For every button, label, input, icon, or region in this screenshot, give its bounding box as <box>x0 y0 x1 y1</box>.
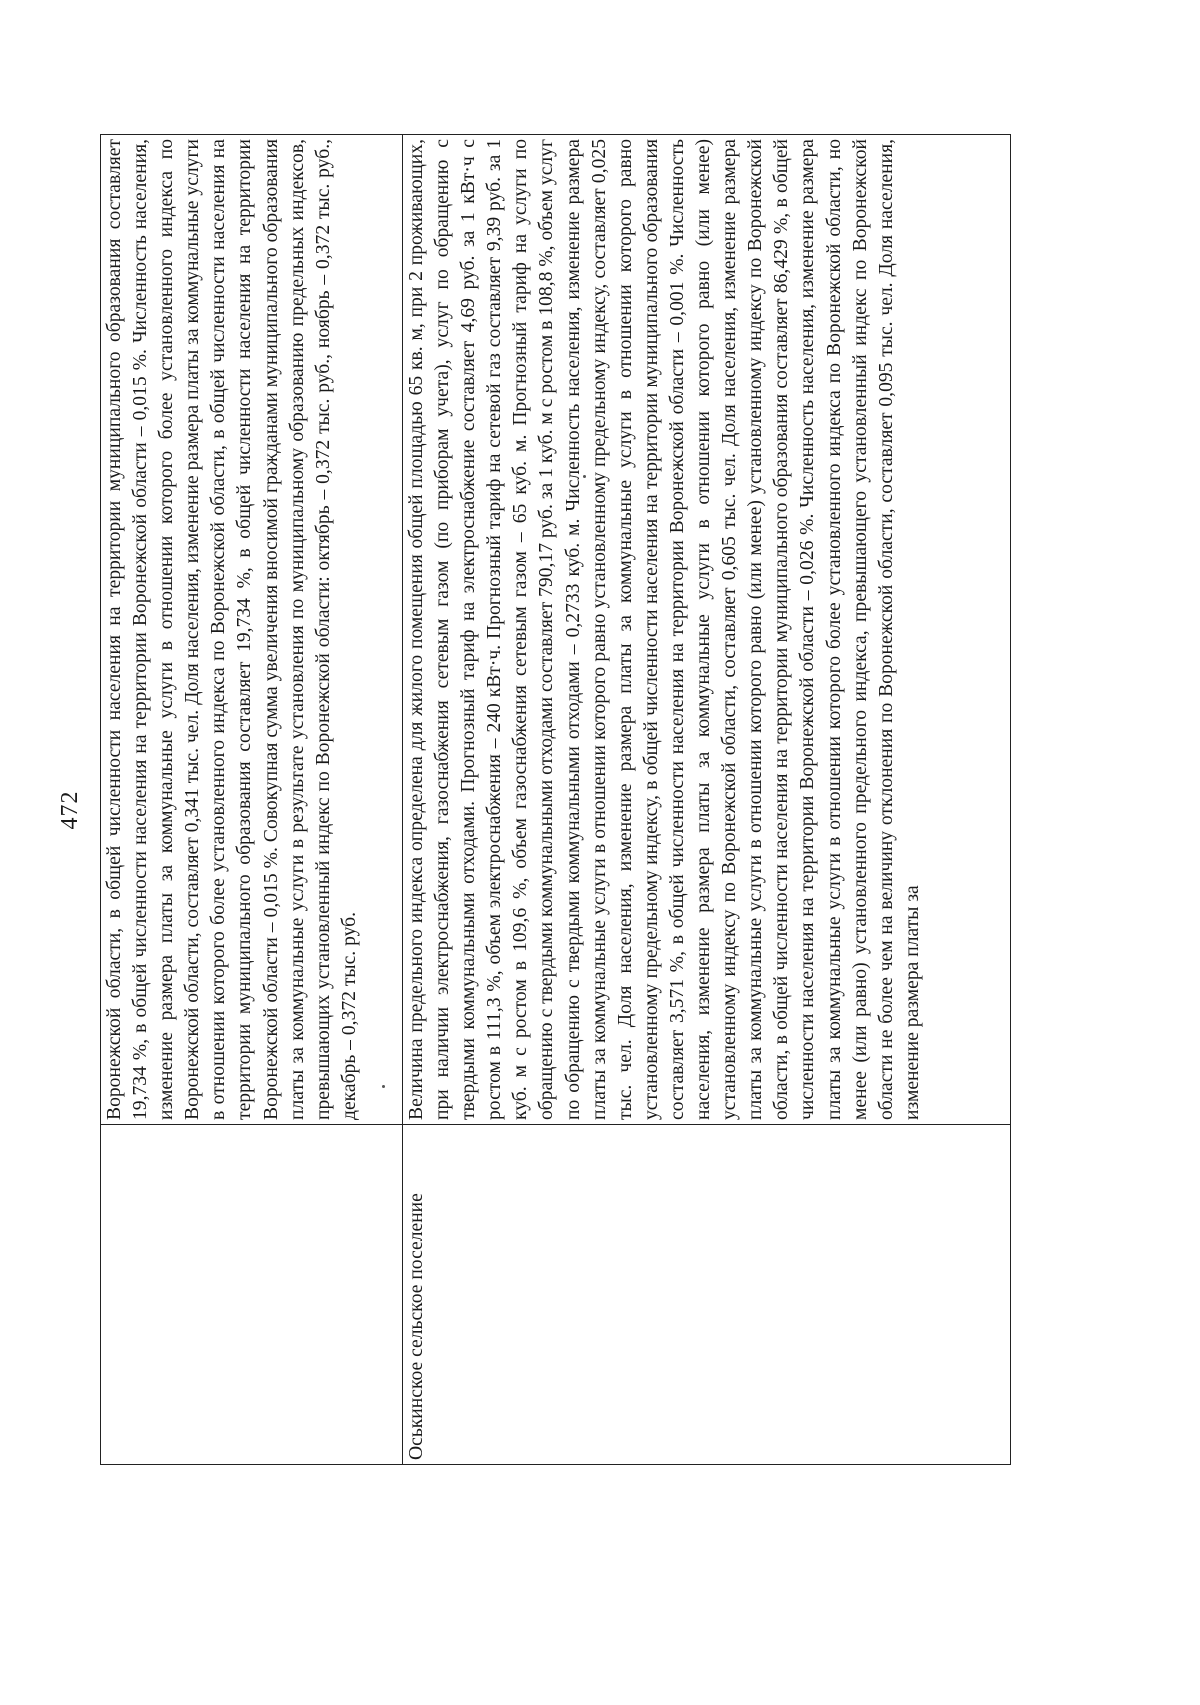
page-number: 472 <box>57 790 83 830</box>
municipality-name: Оськинское сельское поселение <box>406 1193 427 1460</box>
description-text: Величина предельного индекса определена для жилого помещения общей площадью 65 кв. м, при 2 проживающих, при наличии электроснабжения, газоснабжения сетевым газом (по приборам учета), услуг по обращению с твердыми коммунальными отходами. Прогнозный тариф на электроснабжение составляет 4,69 руб. за 1 кВт·ч с ростом в 111,3 %, объем электроснабжения – 240 кВт·ч. Прогнозный тариф на сетевой газ составляет 9,39 руб. за 1 куб. м с ростом в 109,6 %, объем газоснабжения сетевым газом – 65 куб. м. Прогнозный тариф на услуги по обращению с твердыми коммунальными отходами составляет 790,17 руб. за 1 куб. м с ростом в 108,8 %, объем услуг по обращению с твердыми коммунальными отходами – 0,2733 куб. м. Численность населения, изменение размера платы за коммунальные услуги в отношении которого равно установленному предельному индексу, составляет 0,025 тыс. чел. Доля населения, изменение размера платы за коммунальные услуги в отношении которого равно установленному предельному индексу, в общей численности населения на территории муниципального образования составляет 3,571 %, в общей численности населения на территории Воронежской области – 0,001 %. Численность населения, изменение размера платы за коммунальные услуги в отношении которого равно (или менее) установленному индексу по Воронежской области, составляет 0,605 тыс. чел. Доля населения, изменение размера платы за коммунальные услуги в отношении которого равно (или менее) установленному индексу по Воронежской области, в общей численности населения на территории муниципального образования составляет 86,429 %, в общей численности населения на территории Воронежской области – 0,026 %. Численность населения, изменение размера платы за коммунальные услуги в отношении которого более установленного индекса по Воронежской области, но менее (или равно) установленного предельного индекса, превышающего установленный индекс по Воронежской области не более чем на величину отклонения по Воронежской области, составляет 0,095 тыс. чел. Доля населения, изменение размера платы за <box>406 139 923 1120</box>
description-cell <box>403 135 1011 1125</box>
description-text: Воронежской области, в общей численности населения на территории муниципального образования составляет 19,734 %, в общей численности населения на территории Воронежской области – 0,015 %. Численность населения, изменение размера платы за коммунальные услуги в отношении которого более установленного индекса по Воронежской области, составляет 0,341 тыс. чел. Доля населения, изменение размера платы за коммунальные услуги в отношении которого более установленного индекса по Воронежской области, в общей численности населения на территории муниципального образования составляет 19,734 %, в общей численности населения на территории Воронежской области – 0,015 %. Совокупная сумма увеличения вносимой гражданами муниципального образования платы за коммунальные услуги в результате установления по муниципальному образованию предельных индексов, превышающих установленный индекс по Воронежской области: октябрь – 0,372 тыс. руб., ноябрь – 0,372 тыс. руб., декабрь – 0,372 тыс. руб. <box>104 139 360 1120</box>
table-row <box>101 135 403 1465</box>
tariff-index-table-frame <box>100 135 1010 1465</box>
description-cell <box>101 135 403 1125</box>
municipality-cell <box>101 1125 403 1465</box>
municipality-cell <box>403 1125 1011 1465</box>
tariff-index-table <box>100 134 1011 1465</box>
table-row <box>403 135 1011 1465</box>
